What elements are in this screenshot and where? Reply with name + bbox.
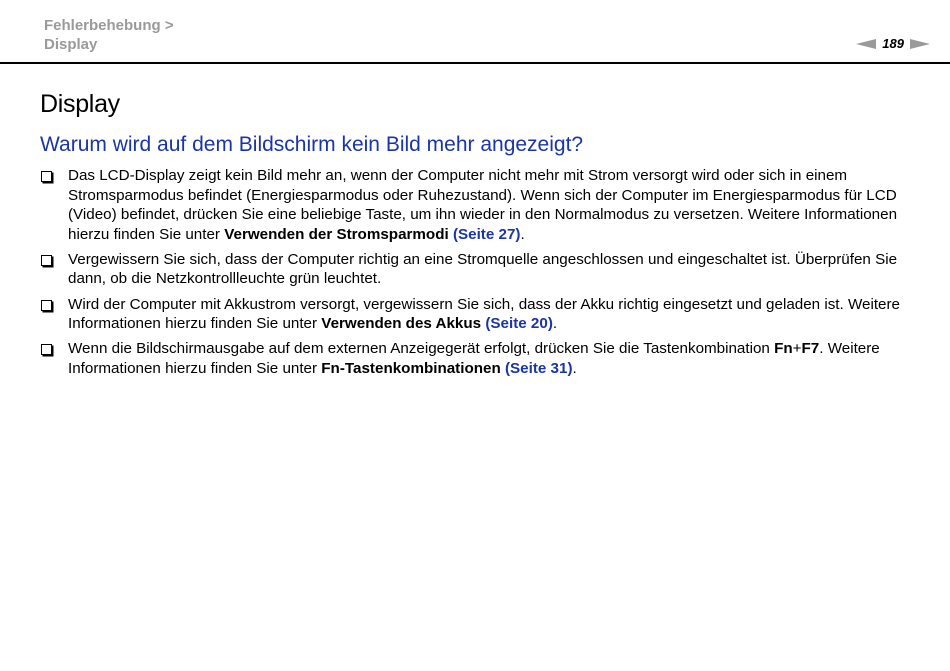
breadcrumb-section[interactable]: Fehlerbehebung > [44,17,174,34]
key-fn: Fn [774,340,793,358]
item-reference: Verwenden des Akkus [321,315,482,333]
list-item [40,295,920,334]
item-text-continued: . Weitere Informationen hierzu finden Sie unter [68,340,880,377]
item-reference: Verwenden der Stromsparmodi [224,225,449,243]
section-question: Warum wird auf dem Bildschirm kein Bild mehr angezeigt? [40,133,584,156]
next-page-arrow-icon[interactable] [910,39,930,49]
breadcrumb-page[interactable]: Display [44,36,98,53]
item-end: . [552,315,558,333]
page-link[interactable]: (Seite 27) [452,225,521,243]
item-text: Wird der Computer mit Akkustrom versorgt, vergewissern Sie sich, dass der Akku richtig eingesetzt und geladen ist. Weitere Informationen hierzu finden Sie unter [68,295,901,333]
item-text: Wenn die Bildschirmausgabe auf dem externen Anzeigegerät erfolgt, drücken Sie die Tastenkombination [68,340,775,358]
page-link[interactable]: (Seite 31) [504,359,573,377]
item-end: . [520,225,525,243]
breadcrumb [44,16,174,54]
item-reference: Fn-Tastenkombinationen [321,359,501,377]
page-title: Display [40,90,120,118]
key-plus: + [792,340,802,358]
checkbox-bullet-icon [41,171,52,182]
key-f7: F7 [801,340,820,358]
troubleshooting-list [40,166,920,384]
checkbox-bullet-icon [41,255,52,266]
list-item [40,250,920,289]
page-navigator [856,36,930,51]
item-text: Das LCD-Display zeigt kein Bild mehr an, wenn der Computer nicht mehr mit Strom versorgt wird oder sich in einem Stromsparmodus befindet (Energiesparmodus oder Ruhezustand). Wenn sich der Computer im Energiesparmodus für LCD (Video) befindet, drücken Sie eine beliebige Taste, um ihn wieder in den Normalmodus zu versetzen. Weitere Informationen hierzu finden Sie unter [68,167,898,243]
item-text: Vergewissern Sie sich, dass der Computer richtig an eine Stromquelle angeschlossen und eingeschaltet ist. Überprüfen Sie dann, ob die Netzkontrollleuchte grün leuchtet. [68,250,898,288]
previous-page-arrow-icon[interactable] [856,39,876,49]
list-item [40,339,920,378]
checkbox-bullet-icon [41,344,52,355]
page-link[interactable]: (Seite 20) [485,315,553,333]
item-end: . [572,359,577,377]
checkbox-bullet-icon [41,300,52,311]
page-number: 189 [882,36,904,51]
list-item [40,166,920,244]
header-divider [0,62,950,64]
